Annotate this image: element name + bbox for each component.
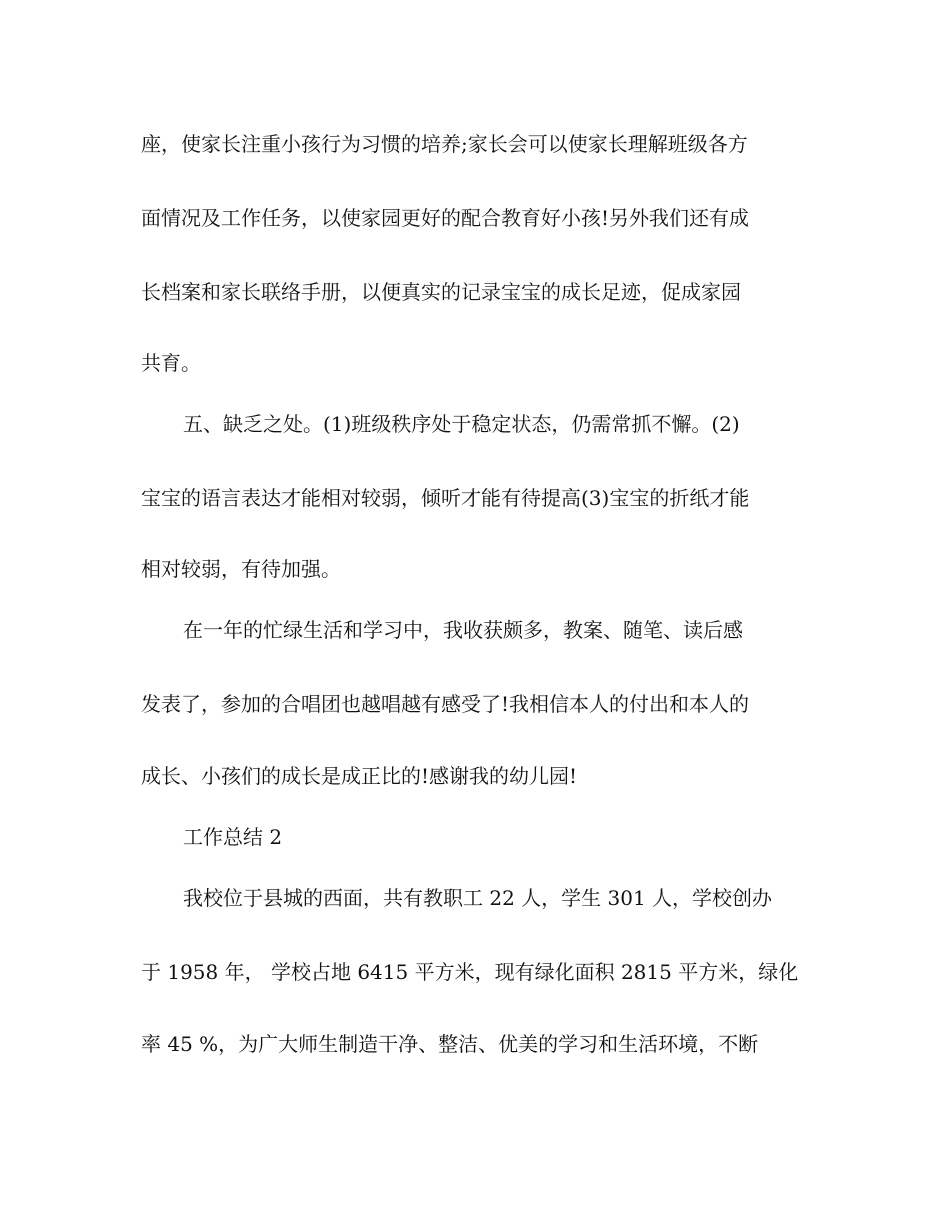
text-line: 率 45 %，为广大师生制造干净、整洁、优美的学习和生活环境，不断 bbox=[141, 1032, 759, 1056]
paragraph-start-line: 我校位于县城的西面，共有教职工 22 人，学生 301 人，学校创办 bbox=[183, 886, 773, 910]
text-line: 发表了，参加的合唱团也越唱越有感受了!我相信本人的付出和本人的 bbox=[141, 692, 750, 716]
section-title: 工作总结 2 bbox=[183, 825, 283, 849]
text-line: 面情况及工作任务，以使家园更好的配合教育好小孩!另外我们还有成 bbox=[141, 206, 750, 230]
paragraph-start-line: 在一年的忙绿生活和学习中，我收获颇多，教案、随笔、读后感 bbox=[183, 618, 743, 642]
text-line: 成长、小孩们的成长是成正比的!感谢我的幼儿园! bbox=[141, 764, 578, 788]
text-line: 于 1958 年， 学校占地 6415 平方米，现有绿化面积 2815 平方米，绿化 bbox=[141, 960, 799, 984]
text-line: 相对较弱，有待加强。 bbox=[141, 557, 341, 581]
text-line: 长档案和家长联络手册，以便真实的记录宝宝的成长足迹，促成家园 bbox=[141, 280, 741, 304]
text-line: 宝宝的语言表达才能相对较弱，倾听才能有待提高(3)宝宝的折纸才能 bbox=[141, 486, 750, 510]
text-line: 共育。 bbox=[141, 351, 201, 375]
section-heading-line: 五、缺乏之处。(1)班级秩序处于稳定状态，仍需常抓不懈。(2) bbox=[183, 412, 740, 436]
text-line: 座，使家长注重小孩行为习惯的培养;家长会可以使家长理解班级各方 bbox=[141, 132, 748, 156]
